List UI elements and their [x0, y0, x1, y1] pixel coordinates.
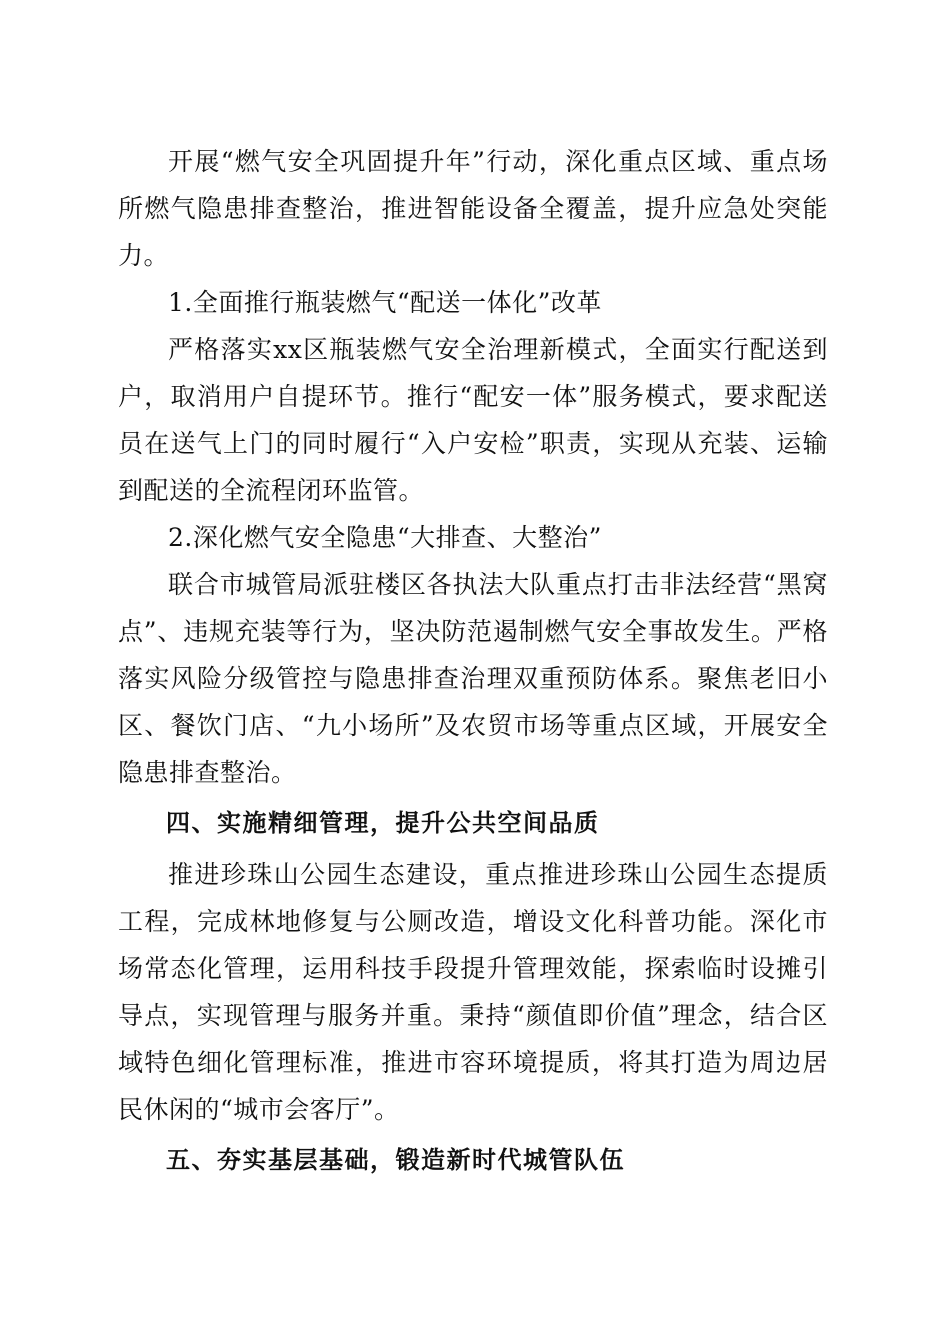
intro-paragraph: 开展“燃气安全巩固提升年”行动，深化重点区域、重点场所燃气隐患排查整治，推进智能设备全覆盖，提升应急处突能力。 — [118, 147, 828, 270]
public-space-paragraph: 推进珍珠山公园生态建设，重点推进珍珠山公园生态提质工程，完成林地修复与公厕改造，增设文化科普功能。深化市场常态化管理，运用科技手段提升管理效能，探索临时设摊引导点，实现管理与服务并重。秉持“颜值即价值”理念，结合区域特色细化管理标准，推进市容环境提质，将其打造为周边居民休闲的“城市会客厅”。 — [118, 860, 828, 1124]
subheading-gas-delivery-reform: 1.全面推行瓶装燃气“配送一体化”改革 — [168, 288, 602, 317]
section-heading-four: 四、实施精细管理，提升公共空间品质 — [166, 809, 600, 837]
section-heading-five: 五、夯实基层基础，锻造新时代城管队伍 — [166, 1146, 625, 1174]
subheading-hazard-inspection: 2.深化燃气安全隐患“大排查、大整治” — [168, 523, 602, 552]
document-body — [118, 138, 828, 1188]
gas-delivery-paragraph: 严格落实xx区瓶装燃气安全治理新模式，全面实行配送到户，取消用户自提环节。推行“配安一体”服务模式，要求配送员在送气上门的同时履行“入户安检”职责，实现从充装、运输到配送的全流程闭环监管。 — [118, 335, 828, 505]
hazard-inspection-paragraph: 联合市城管局派驻楼区各执法大队重点打击非法经营“黑窝点”、违规充装等行为，坚决防范遏制燃气安全事故发生。严格落实风险分级管控与隐患排查治理双重预防体系。聚焦老旧小区、餐饮门店、“九小场所”及农贸市场等重点区域，开展安全隐患排查整治。 — [118, 570, 828, 787]
